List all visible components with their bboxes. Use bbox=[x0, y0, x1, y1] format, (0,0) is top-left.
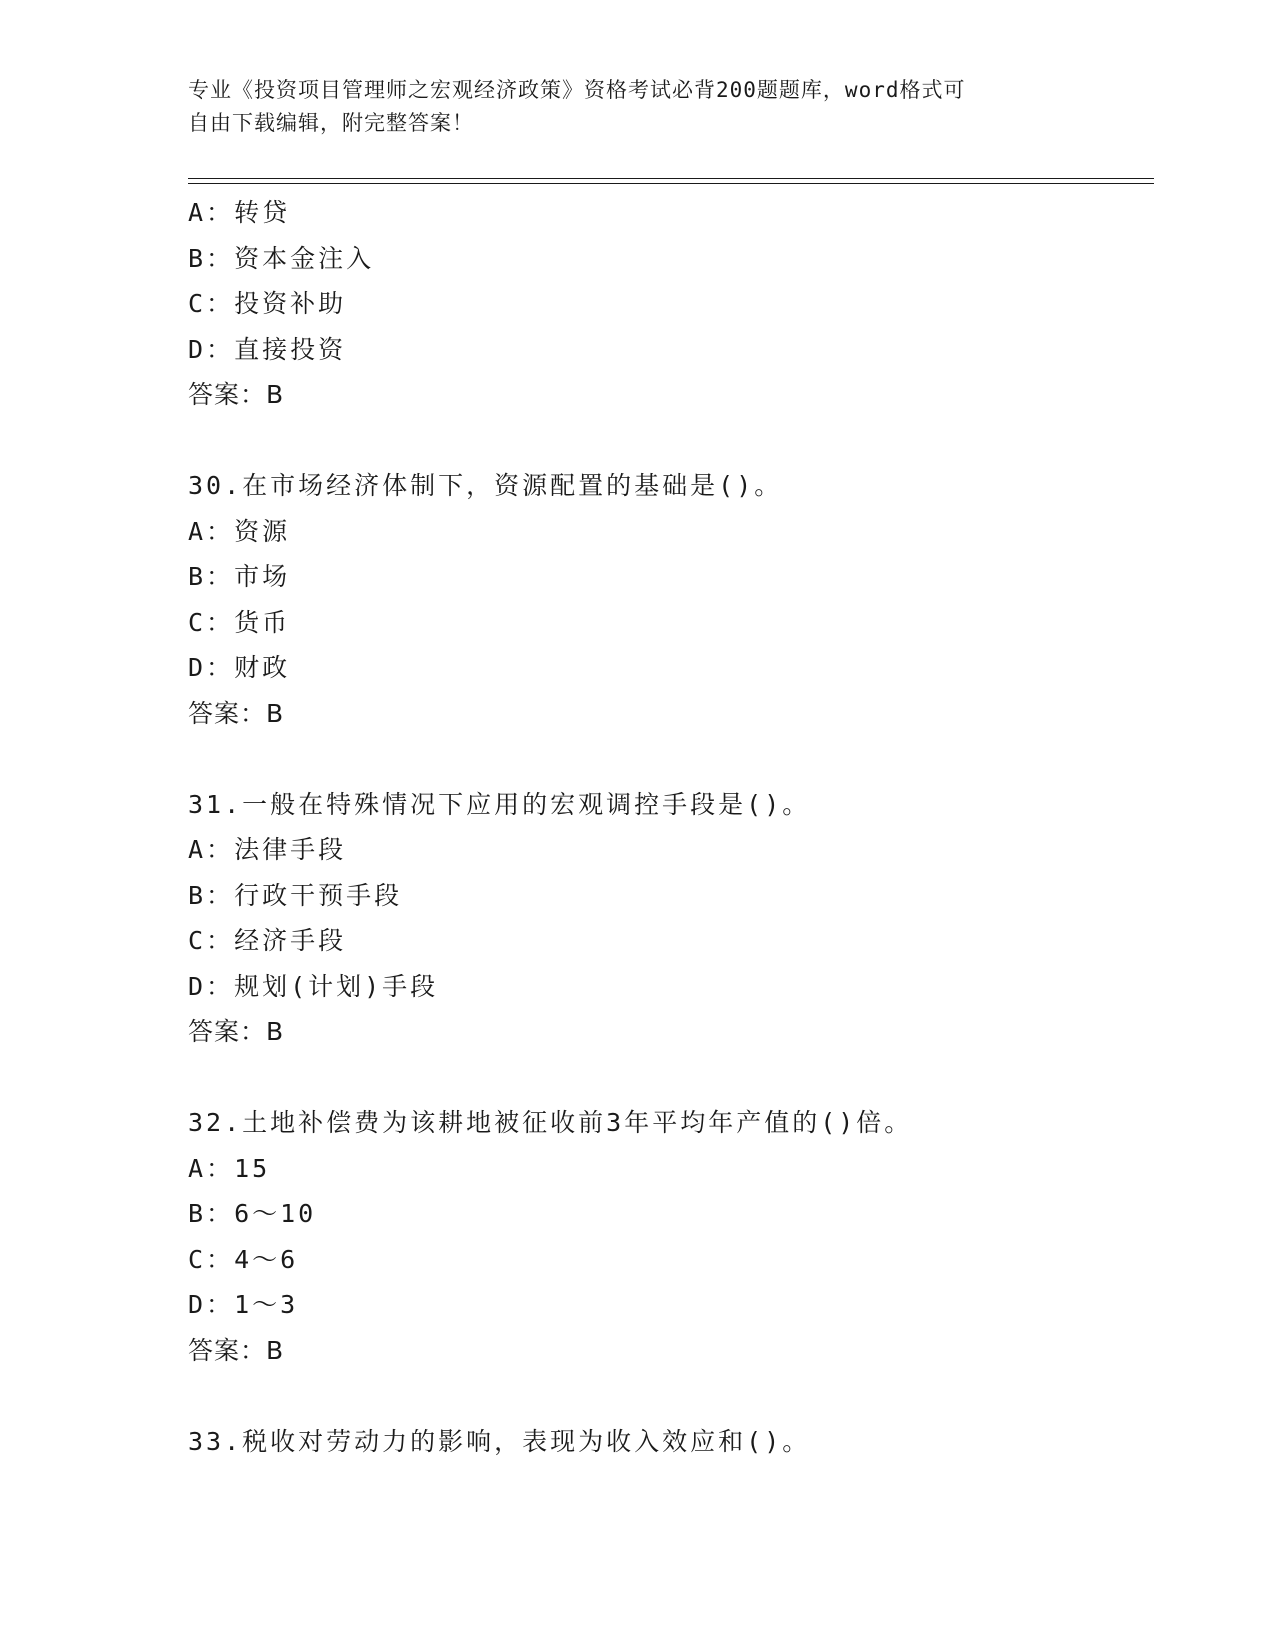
answer-line bbox=[188, 1009, 1154, 1055]
option-text: 15 bbox=[234, 1153, 271, 1183]
answer-label: 答案： bbox=[188, 698, 267, 728]
option-d bbox=[188, 645, 1154, 691]
question-text: 32.土地补偿费为该耕地被征收前3年平均年产值的()倍。 bbox=[188, 1108, 913, 1137]
spacer bbox=[188, 1055, 1154, 1101]
option-text: 经济手段 bbox=[234, 926, 347, 955]
option-a bbox=[188, 190, 1154, 236]
answer-value: B bbox=[266, 380, 285, 409]
option-text: 资源 bbox=[234, 516, 291, 546]
option-text: 4～6 bbox=[234, 1244, 299, 1274]
option-text: 转贷 bbox=[234, 198, 291, 227]
answer-value: B bbox=[266, 1335, 285, 1365]
header-title-line-1: 专业《投资项目管理师之宏观经济政策》资格考试必背200题题库，word格式可 bbox=[188, 78, 966, 102]
answer-label: 答案： bbox=[188, 1017, 267, 1046]
option-d bbox=[188, 964, 1154, 1010]
option-c bbox=[188, 918, 1154, 964]
option-text: 投资补助 bbox=[234, 289, 347, 318]
answer-label: 答案： bbox=[188, 380, 267, 409]
option-text: 市场 bbox=[234, 562, 291, 591]
option-text: 法律手段 bbox=[234, 835, 347, 864]
answer-line bbox=[188, 1328, 1154, 1374]
answer-value: B bbox=[266, 1017, 285, 1046]
option-label: D： bbox=[188, 1290, 235, 1319]
option-label: C： bbox=[188, 1244, 235, 1274]
question-block-30 bbox=[188, 463, 1154, 736]
spacer bbox=[188, 418, 1154, 464]
option-text: 6～10 bbox=[234, 1199, 317, 1228]
option-label: D： bbox=[188, 334, 235, 364]
option-d bbox=[188, 327, 1154, 373]
question-block-33 bbox=[188, 1419, 1154, 1465]
option-a bbox=[188, 827, 1154, 873]
answer-line bbox=[188, 372, 1154, 418]
question-text: 30.在市场经济体制下，资源配置的基础是()。 bbox=[188, 471, 783, 500]
spacer bbox=[188, 1373, 1154, 1419]
option-a bbox=[188, 509, 1154, 555]
header-rule-top bbox=[188, 178, 1154, 179]
option-label: C： bbox=[188, 926, 235, 955]
option-b bbox=[188, 1191, 1154, 1237]
option-label: A： bbox=[188, 1153, 235, 1183]
option-text: 规划(计划)手段 bbox=[234, 971, 439, 1001]
option-label: B： bbox=[188, 880, 235, 910]
option-d bbox=[188, 1282, 1154, 1328]
question-text: 33.税收对劳动力的影响，表现为收入效应和()。 bbox=[188, 1426, 811, 1456]
option-text: 行政干预手段 bbox=[234, 880, 403, 910]
option-label: C： bbox=[188, 607, 235, 637]
question-block-31 bbox=[188, 782, 1154, 1055]
option-label: B： bbox=[188, 562, 235, 591]
answer-label: 答案： bbox=[188, 1335, 267, 1365]
option-text: 资本金注入 bbox=[234, 243, 375, 273]
option-label: D： bbox=[188, 653, 235, 682]
option-label: A： bbox=[188, 516, 235, 546]
option-b bbox=[188, 236, 1154, 282]
question-block-32 bbox=[188, 1100, 1154, 1373]
question-list bbox=[188, 190, 1154, 1464]
answer-line bbox=[188, 691, 1154, 737]
option-c bbox=[188, 600, 1154, 646]
option-c bbox=[188, 1237, 1154, 1283]
option-label: B： bbox=[188, 1199, 235, 1228]
option-label: C： bbox=[188, 289, 235, 318]
document-header bbox=[188, 74, 1068, 140]
option-label: D： bbox=[188, 971, 235, 1001]
option-b bbox=[188, 873, 1154, 919]
option-text: 财政 bbox=[234, 653, 291, 682]
question-block-29 bbox=[188, 190, 1154, 418]
option-label: A： bbox=[188, 198, 235, 227]
header-rule-bottom bbox=[188, 183, 1154, 184]
question-text: 31.一般在特殊情况下应用的宏观调控手段是()。 bbox=[188, 789, 811, 819]
header-title-line-2: 自由下载编辑，附完整答案！ bbox=[188, 111, 474, 135]
option-c bbox=[188, 281, 1154, 327]
option-b bbox=[188, 554, 1154, 600]
option-a bbox=[188, 1146, 1154, 1192]
option-text: 货币 bbox=[234, 607, 291, 637]
answer-value: B bbox=[266, 698, 285, 728]
option-label: A： bbox=[188, 835, 235, 864]
option-text: 直接投资 bbox=[234, 334, 347, 364]
option-text: 1～3 bbox=[234, 1290, 299, 1319]
option-label: B： bbox=[188, 243, 235, 273]
spacer bbox=[188, 736, 1154, 782]
